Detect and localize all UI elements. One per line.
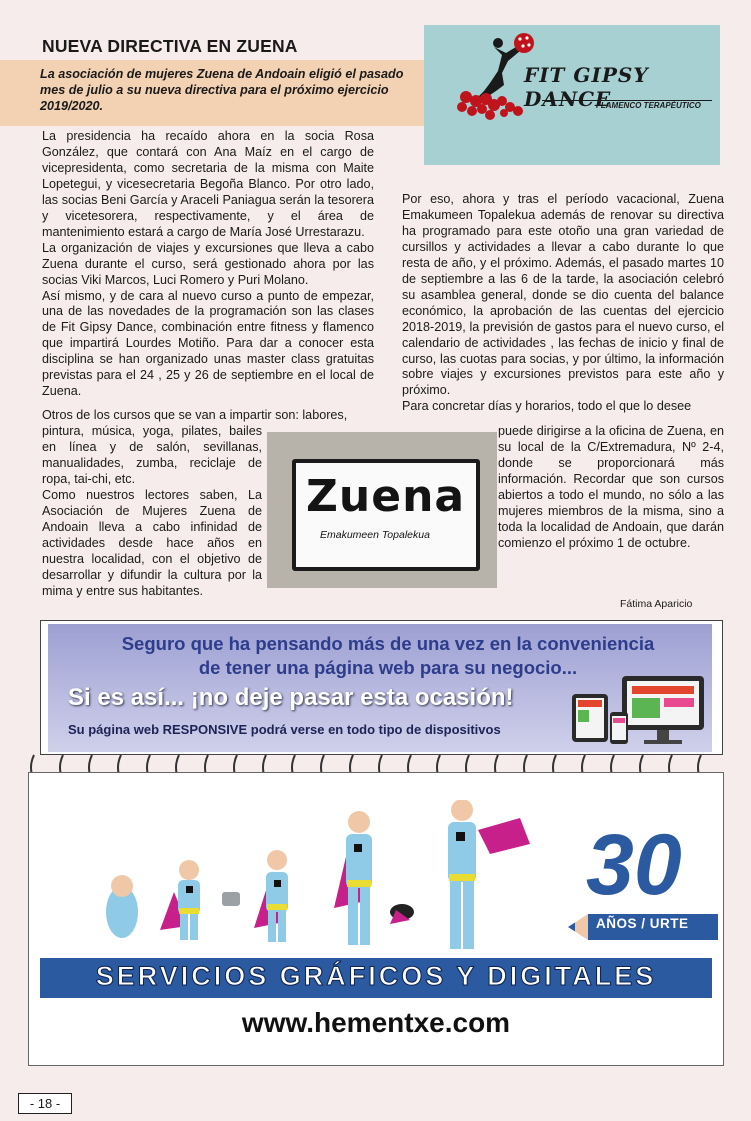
fit-logo-tagline: FLAMENCO TERAPÉUTICO [596, 101, 701, 110]
zuena-logo-text: Zuena [306, 471, 466, 522]
fit-gipsy-dance-logo [424, 25, 720, 165]
article-title: NUEVA DIRECTIVA EN ZUENA [42, 36, 298, 56]
article-author: Fátima Aparicio [620, 598, 693, 610]
anniversary-number: 30 [586, 817, 682, 913]
paragraph: puede dirigirse a la oficina de Zuena, en su local de la C/Extremadura, Nº 2-4, donde se proporcionará más información. Recordar que son cursos abiertos a todo el mundo, no sólo a las mujeres miembros de la misma, sino a toda la localidad de Andoain, que darán comienzo el próximo 1 de octubre. [498, 424, 724, 550]
responsive-devices-icon [570, 672, 710, 752]
article-column-1 [42, 129, 374, 400]
services-text: SERVICIOS GRÁFICOS Y DIGITALES [95, 961, 657, 991]
page-number: - 18 - [18, 1093, 72, 1114]
article-lead: La asociación de mujeres Zuena de Andoain eligió el pasado mes de julio a su nueva directiva para el próximo ejercicio 2019/2020. [40, 67, 404, 113]
web-ad-callout: Si es así... ¡no deje pasar esta ocasión! [68, 684, 514, 711]
article-column-2-narrow [498, 424, 724, 552]
web-ad-subline: Su página web RESPONSIVE podrá verse en todo tipo de dispositivos [68, 722, 501, 737]
web-ad-line-2: de tener una página web para su negocio... [198, 657, 578, 678]
article-column-1-narrow [42, 424, 262, 599]
paragraph: La organización de viajes y excursiones que lleva a cabo Zuena durante el curso, será gestionado ahora por las socias Viki Marcos, Luci Romero y Puri Molano. [42, 240, 374, 287]
paragraph: La presidencia ha recaído ahora en la socia Rosa González, que contará con Ana Maíz en el cargo de vicepresidenta, como secretaria de la misma con Maite Lopetegui, y vicesecretaria Begoña Blanco. Por otro lado, las socias Beni García y Araceli Paniagua serán la tesorera y vicetesorera, respectivamente, y el área de mantenimiento estará a cargo de María José Urrestarazu. [42, 129, 374, 239]
superhero-figures-illustration [90, 800, 530, 952]
paragraph: pintura, música, yoga, pilates, bailes en línea y de salón, sevillanas, manualidades, zumba, reciclaje de ropa, tai-chi, etc. [42, 424, 262, 486]
paragraph: Otros de los cursos que se van a impartir son: labores, [42, 408, 348, 422]
article-column-1-continued [42, 408, 374, 424]
web-ad-line-1: Seguro que ha pensando más de una vez en la conveniencia [121, 633, 655, 654]
paragraph: Así mismo, y de cara al nuevo curso a punto de empezar, una de las novedades de la programación son las clases de Fit Gipsy Dance, combinación entre fitness y flamenco que impartirá Lourdes Motiño. Para dar a conocer esta disciplina se han organizado unas master class gratuitas previstas para el 24 , 25 y 26 de septiembre en el local de Zuena. [42, 288, 374, 399]
fit-logo-text: FIT GIPSY DANCE [524, 63, 649, 111]
zuena-logo-subtitle: Emakumeen Topalekua [320, 529, 430, 541]
article-column-2 [402, 192, 724, 415]
zuena-logo-card [292, 459, 480, 571]
paragraph: Para concretar días y horarios, todo el que lo desee [402, 399, 692, 414]
website-url[interactable]: www.hementxe.com [241, 1007, 511, 1038]
anniversary-label: AÑOS / URTE [596, 916, 689, 931]
paragraph: Por eso, ahora y tras el período vacacional, Zuena Emakumeen Topalekua además de renovar su directiva ha programado para este otoño una gran variedad de cursillos y actividades a llevar a cabo durante lo que resta de año, y el próximo. Además, el pasado martes 10 de septiembre a las 6 de la tarde, la asociación celebró su asamblea general, donde se dio cuenta del balance económico, la aprobación de las cuentas del ejercicio 2018-2019, la previsión de gastos para el nuevo curso, el calendario de actividades , las fechas de inicio y final de curso, las cuotas para socias, y por último, la información sobre viajes y excursiones previstos para este año y próximo. [402, 192, 724, 398]
paragraph: Como nuestros lectores saben, La Asociación de Mujeres Zuena de Andoain lleva a cabo infinidad de actividades desde hace años en nuestra localidad, con el objetivo de desarrollar y difundir la cultura por la mima y entre sus habitantes. [42, 487, 262, 598]
